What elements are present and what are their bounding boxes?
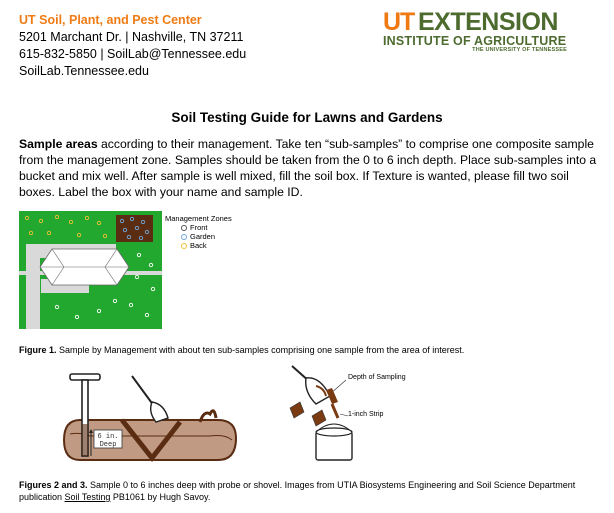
back-zone-dot-icon: [181, 243, 187, 249]
soil-slice-left: [290, 402, 304, 418]
shovel-handle: [132, 376, 154, 406]
front-zone-dot-icon: [181, 225, 187, 231]
instructions-body: according to their management. Take ten “sub-samples” to comprise one composite sample from the management zone. Samples should be taken from the 0 to 6 inch depth. Place sub-samples into a bucket and mix well. After sample is well mixed, fill the soil box. If Texture is wanted, please fill two soil boxes. Label the box with your name and sample ID.: [19, 137, 597, 199]
figure2-probe-shovel-illustration: [60, 370, 240, 466]
address-line: 5201 Marchant Dr. | Nashville, TN 37211: [19, 30, 244, 44]
contact-line: 615-832-5850 | SoilLab@Tennessee.edu: [19, 47, 247, 61]
one-inch-strip-label: 1-inch Strip: [348, 411, 384, 418]
website-link[interactable]: SoilLab.Tennessee.edu: [19, 64, 149, 78]
logo-ut: UT: [383, 8, 415, 36]
shovel-blade: [151, 402, 168, 422]
depth-label-line2: Deep: [99, 441, 117, 449]
figure23-caption: [19, 479, 594, 503]
legend-item-garden: Garden: [165, 232, 232, 241]
logo-institute: INSTITUTE OF AGRICULTURE: [383, 34, 567, 48]
figure1-caption-label: Figure 1.: [19, 345, 57, 355]
legend-item-front: Front: [165, 223, 232, 232]
depth-of-sampling-label: Depth of Sampling: [348, 374, 406, 381]
probe-handle: [70, 374, 100, 380]
instructions-lead: Sample areas: [19, 137, 98, 151]
figure1-property-map: [19, 211, 162, 329]
figure23-caption-text: Sample 0 to 6 inches deep with probe or shovel. Images from UTIA Biosystems Engineering and Soil Science Department publication: [19, 480, 576, 502]
legend-title: Management Zones: [165, 214, 232, 223]
depth-label-line1: 6 in.: [97, 433, 119, 441]
management-zones-legend: [165, 214, 232, 250]
instructions-paragraph: [19, 136, 599, 200]
legend-item-back: Back: [165, 241, 232, 250]
figure23-caption-label: Figures 2 and 3.: [19, 480, 88, 490]
logo-university: THE UNIVERSITY OF TENNESSEE: [472, 47, 567, 53]
shovel-blade: [306, 378, 330, 404]
page-title: Soil Testing Guide for Lawns and Gardens: [171, 110, 443, 125]
org-name: UT Soil, Plant, and Pest Center: [19, 13, 202, 27]
figure23-caption-text-end: PB1061 by Hugh Savoy.: [110, 492, 211, 502]
logo-extension: EXTENSION: [418, 8, 558, 36]
figure1-caption-text: Sample by Management with about ten sub-samples comprising one sample from the area of interest.: [56, 345, 465, 355]
figure1-caption: [19, 344, 599, 356]
soil-testing-link[interactable]: Soil Testing: [64, 492, 111, 502]
ut-extension-logo: [383, 9, 571, 54]
garden-zone-dot-icon: [181, 234, 187, 240]
